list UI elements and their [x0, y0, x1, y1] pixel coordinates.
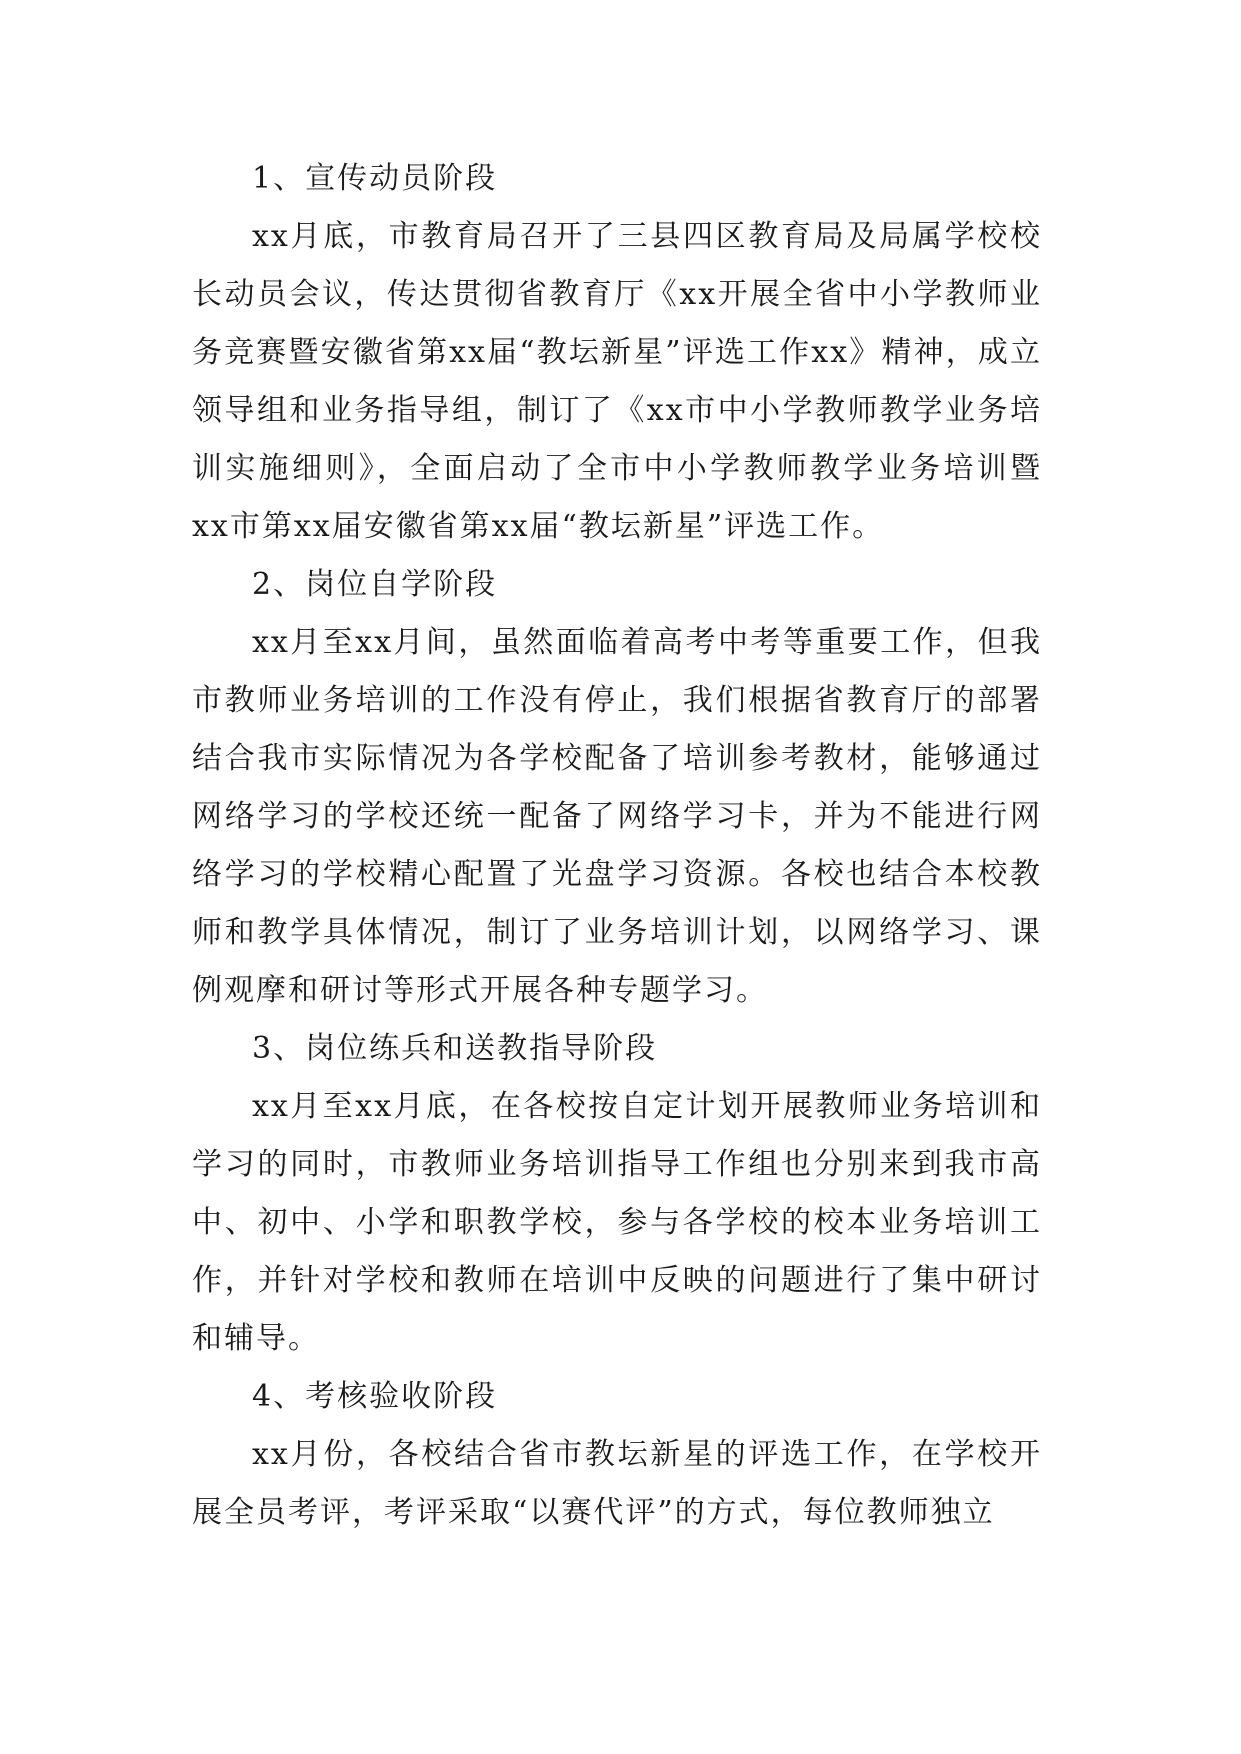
section-heading-3: 3、岗位练兵和送教指导阶段	[252, 1031, 658, 1066]
section-body-3: xx月至xx月底，在各校按自定计划开展教师业务培训和学习的同时，市教师业务培训指导工作组也分别来到我市高中、初中、小学和职教学校，参与各学校的校本业务培训工作，并针对学校和教师在培训中反映的问题进行了集中研讨和辅导。	[192, 1089, 1042, 1356]
document-page	[192, 150, 1042, 1542]
section-body-4: xx月份，各校结合省市教坛新星的评选工作，在学校开展全员考评，考评采取“以赛代评”的方式，每位教师独立	[192, 1437, 1042, 1530]
section-heading-1: 1、宣传动员阶段	[252, 161, 498, 196]
section-heading-4: 4、考核验收阶段	[252, 1379, 498, 1414]
section-heading-2: 2、岗位自学阶段	[252, 567, 498, 602]
section-body-1: xx月底，市教育局召开了三县四区教育局及局属学校校长动员会议，传达贯彻省教育厅《xx开展全省中小学教师业务竞赛暨安徽省第xx届“教坛新星”评选工作xx》精神，成立领导组和业务指导组，制订了《xx市中小学教师教学业务培训实施细则》，全面启动了全市中小学教师教学业务培训暨xx市第xx届安徽省第xx届“教坛新星”评选工作。	[192, 219, 1042, 544]
section-body-2: xx月至xx月间，虽然面临着高考中考等重要工作，但我市教师业务培训的工作没有停止，我们根据省教育厅的部署结合我市实际情况为各学校配备了培训参考教材，能够通过网络学习的学校还统一配备了网络学习卡，并为不能进行网络学习的学校精心配置了光盘学习资源。各校也结合本校教师和教学具体情况，制订了业务培训计划，以网络学习、课例观摩和研讨等形式开展各种专题学习。	[192, 625, 1042, 1008]
